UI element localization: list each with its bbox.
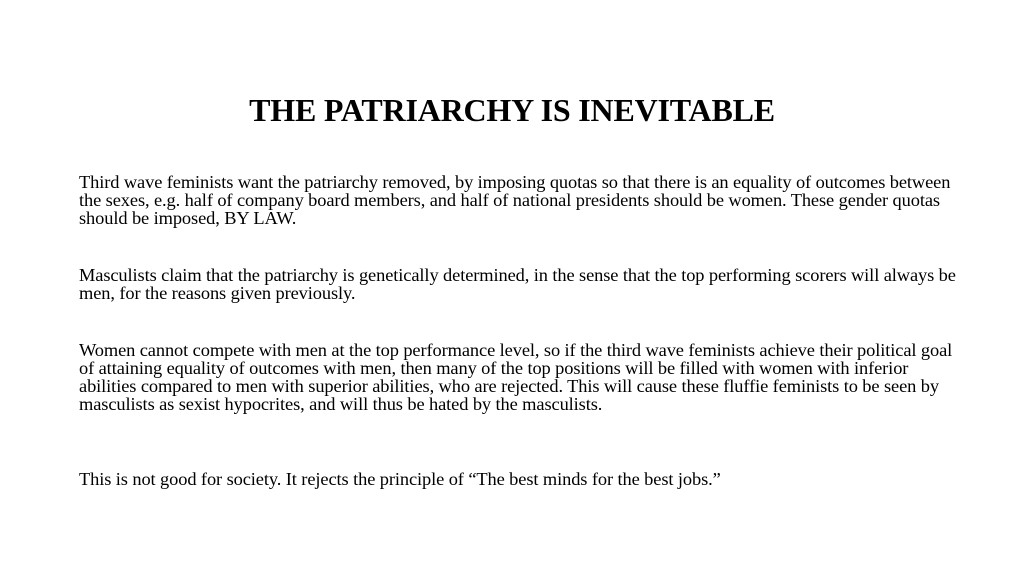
slide-title: THE PATRIARCHY IS INEVITABLE — [249, 92, 775, 128]
paragraph-quotas: Third wave feminists want the patriarchy removed, by imposing quotas so that there is an equality of outcomes between the sexes, e.g. half of company board members, and half of national presidents should be women. These gender quotas should be imposed, BY LAW. — [79, 172, 951, 228]
paragraph-competition: Women cannot compete with men at the top performance level, so if the third wave feminists achieve their political goal of attaining equality of outcomes with men, then many of the top positions will be filled with women with inferior abilities compared to men with superior abilities, who are rejected. This will cause these fluffie feminists to be seen by masculists as sexist hypocrites, and will thus be hated by the masculists. — [79, 340, 953, 414]
paragraph-masculists-claim: Masculists claim that the patriarchy is genetically determined, in the sense that the top performing scorers will always be men, for the reasons given previously. — [79, 265, 956, 303]
paragraph-conclusion: This is not good for society. It rejects the principle of “The best minds for the best jobs.” — [79, 469, 721, 489]
